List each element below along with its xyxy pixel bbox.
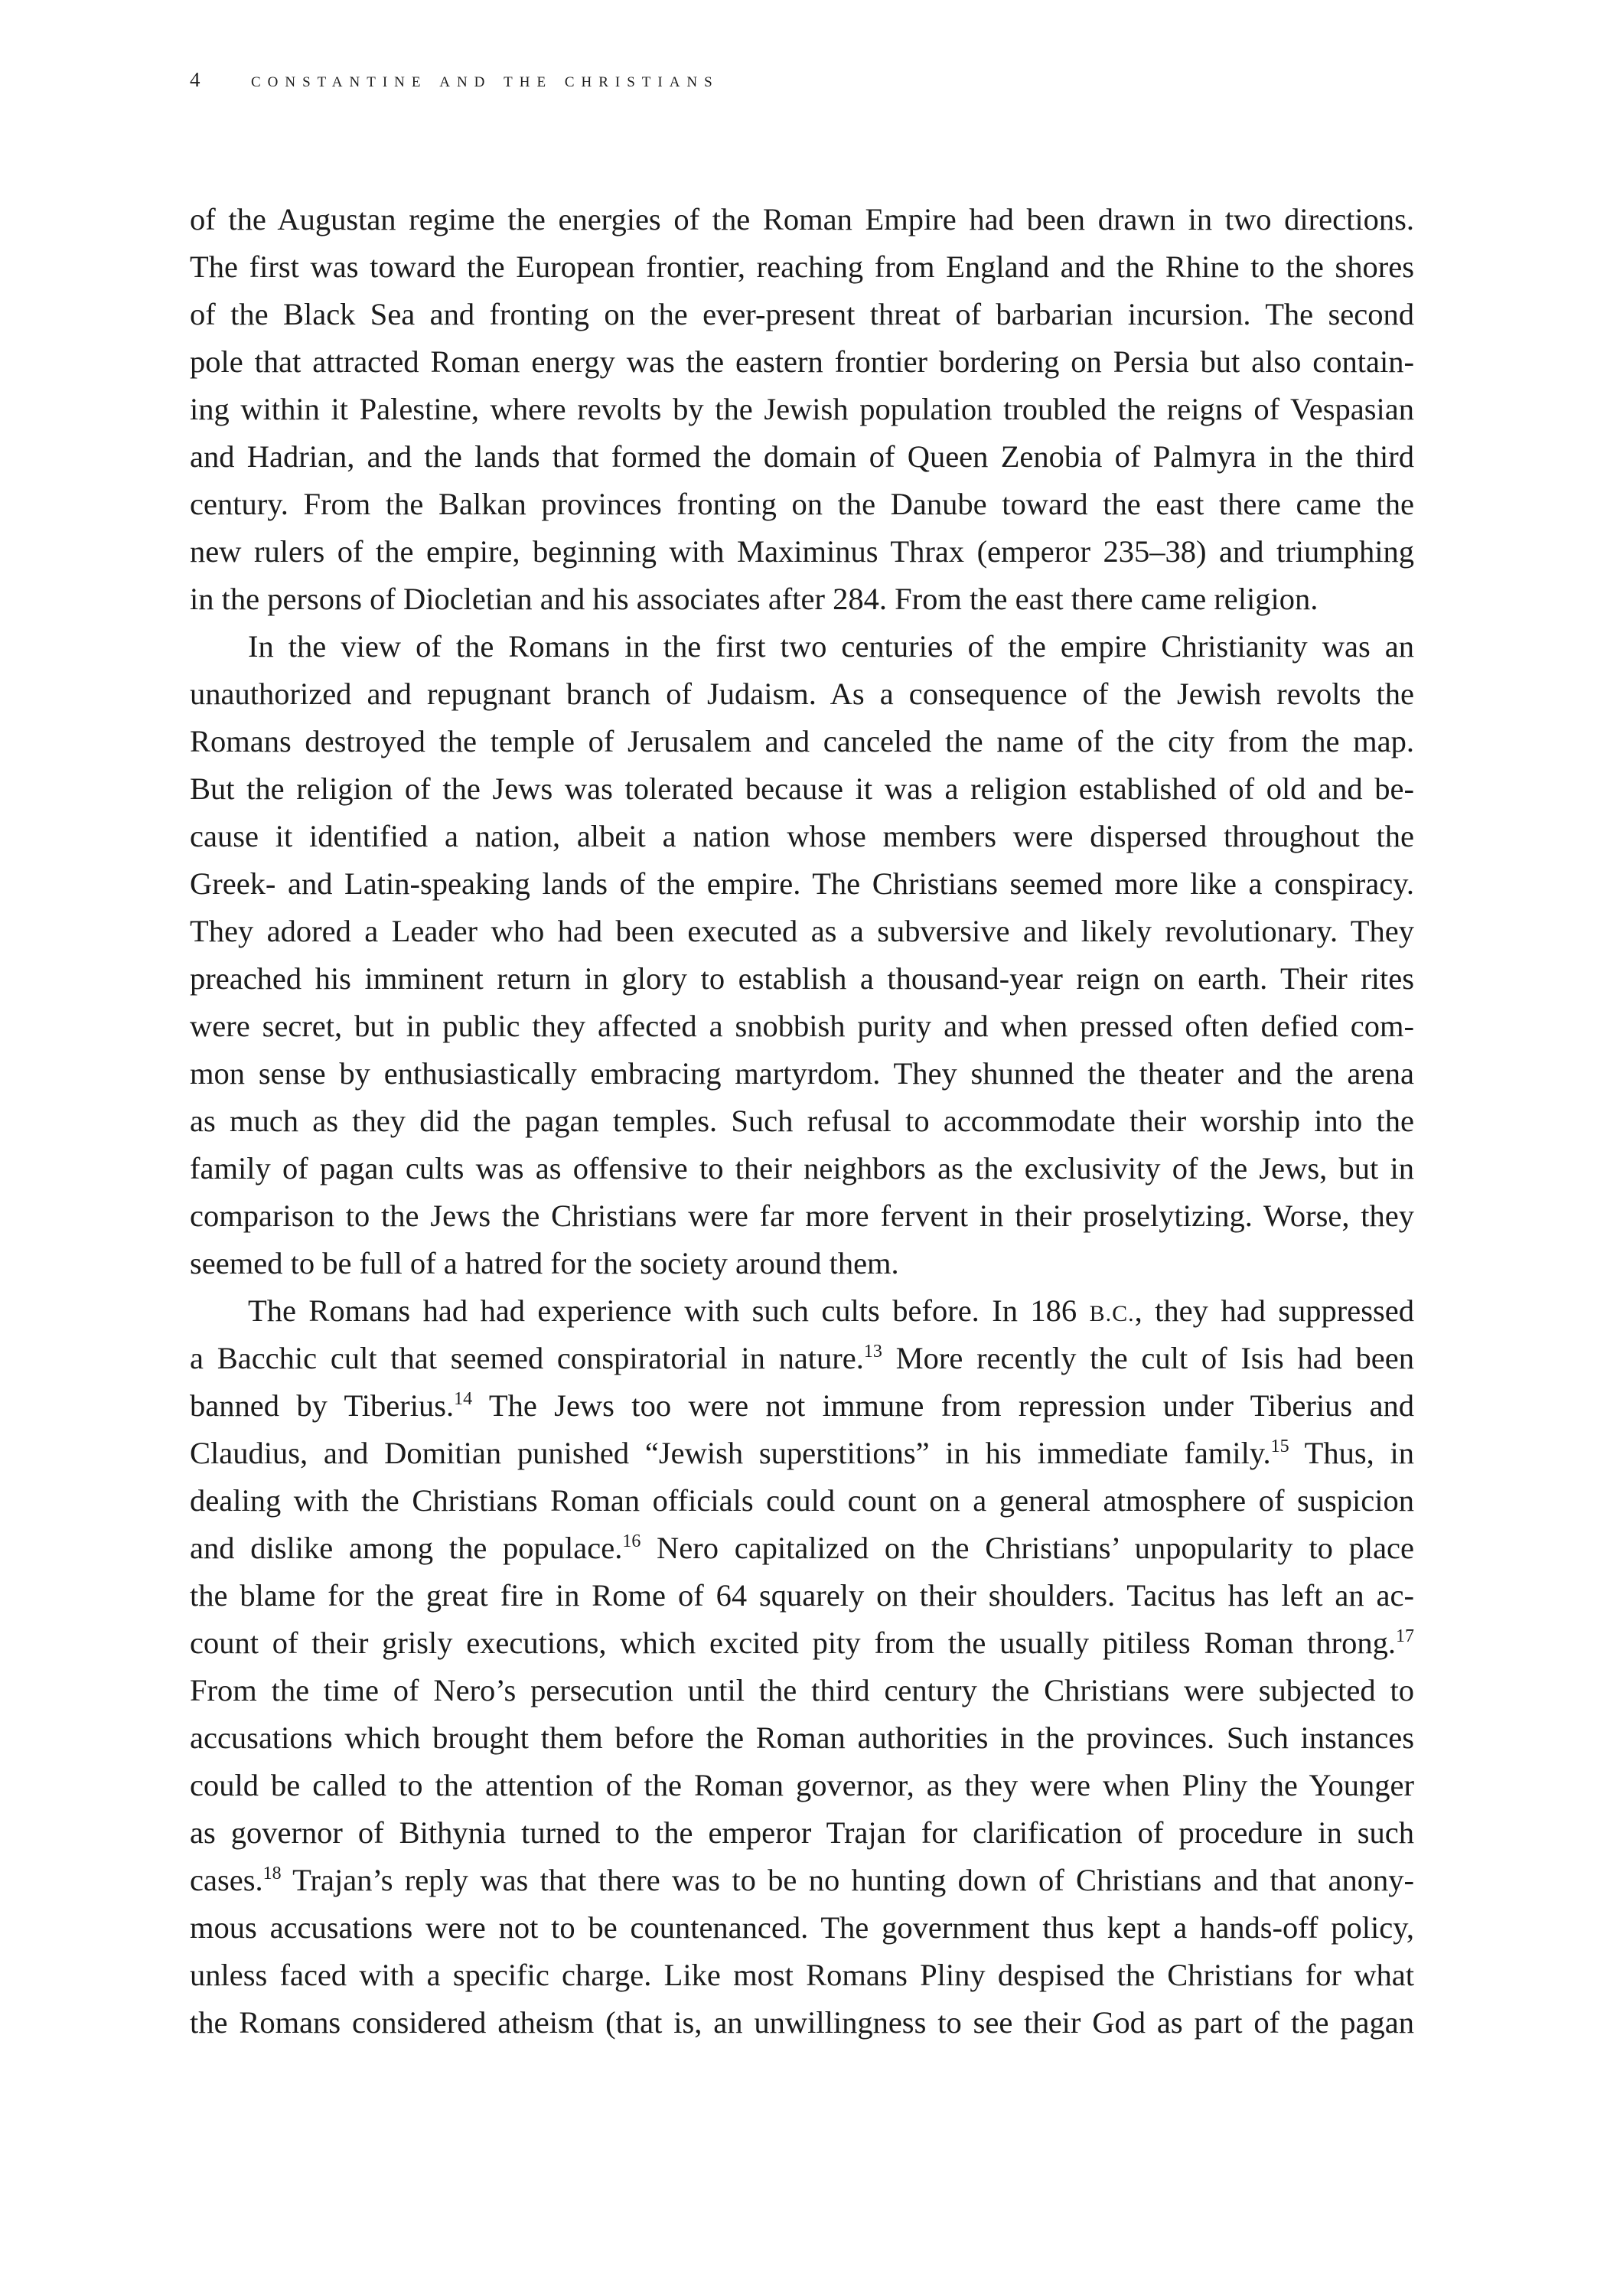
text-line: were secret, but in public they affected a snobbish purity and when pressed often defied com- xyxy=(190,1009,1414,1043)
text-line: as governor of Bithynia turned to the emperor Trajan for clarification of procedure in such xyxy=(190,1815,1414,1850)
text-line: From the time of Nero’s persecution until the third century the Christians were subjected to xyxy=(190,1673,1414,1707)
text-line: They adored a Leader who had been executed as a subversive and likely revolutionary. They xyxy=(190,914,1414,948)
text-span: , they had suppressed xyxy=(1134,1293,1414,1328)
text-line: could be called to the attention of the Roman governor, as they were when Pliny the Younger xyxy=(190,1768,1414,1802)
running-head xyxy=(190,64,719,95)
text-line: century. From the Balkan provinces fronting on the Danube toward the east there came the xyxy=(190,487,1414,521)
text-line: mous accusations were not to be countenanced. The government thus kept a hands-off policy, xyxy=(190,1910,1414,1945)
text-line: dealing with the Christians Roman officials could count on a general atmosphere of suspicion xyxy=(190,1483,1414,1518)
text-line: unless faced with a specific charge. Like most Romans Pliny despised the Christians for what xyxy=(190,1958,1414,1992)
text-span: banned by Tiberius. xyxy=(190,1388,455,1423)
text-line: ing within it Palestine, where revolts by the Jewish population troubled the reigns of Vespasian xyxy=(190,392,1414,426)
text-line: the blame for the great fire in Rome of 64 squarely on their shoulders. Tacitus has left an ac- xyxy=(190,1578,1414,1613)
text-line xyxy=(190,1430,1414,1477)
footnote-reference[interactable]: 16 xyxy=(622,1531,641,1551)
text-line: the Romans considered atheism (that is, an unwillingness to see their God as part of the pagan xyxy=(190,2005,1414,2040)
text-span: a Bacchic cult that seemed conspiratorial in nature. xyxy=(190,1341,864,1375)
footnote-reference[interactable]: 17 xyxy=(1396,1626,1414,1646)
text-span: More recently the cult of Isis had been xyxy=(882,1341,1414,1375)
paragraph xyxy=(190,623,1414,1287)
text-line: Romans destroyed the temple of Jerusalem and canceled the name of the city from the map. xyxy=(190,724,1414,758)
text-line: in the persons of Diocletian and his associates after 284. From the east there came religion. xyxy=(190,582,1319,616)
text-line: But the religion of the Jews was tolerated because it was a religion established of old and be- xyxy=(190,771,1414,806)
text-line xyxy=(190,1335,1414,1382)
footnote-reference[interactable]: 14 xyxy=(454,1389,473,1409)
footnote-reference[interactable]: 13 xyxy=(863,1342,882,1362)
text-line xyxy=(190,1287,1414,1335)
text-line: mon sense by enthusiastically embracing martyrdom. They shunned the theater and the arena xyxy=(190,1056,1414,1091)
running-title: constantine and the christians xyxy=(251,67,719,91)
text-span: and dislike among the populace. xyxy=(190,1531,623,1565)
text-span: The Romans had had experience with such cults before. In 186 xyxy=(248,1293,1090,1328)
paragraph xyxy=(190,196,1414,623)
text-span: Claudius, and Domitian punished “Jewish superstitions” in his immediate family. xyxy=(190,1436,1271,1470)
text-span: Nero capitalized on the Christians’ unpopularity to place xyxy=(641,1531,1415,1565)
text-span: cases. xyxy=(190,1863,263,1897)
text-line: The first was toward the European frontier, reaching from England and the Rhine to the shores xyxy=(190,249,1414,284)
text-line xyxy=(190,1857,1414,1904)
text-line xyxy=(190,1619,1414,1667)
page-number: 4 xyxy=(190,67,200,91)
text-line: as much as they did the pagan temples. Such refusal to accommodate their worship into the xyxy=(190,1104,1414,1138)
text-line: preached his imminent return in glory to establish a thousand-year reign on earth. Their rites xyxy=(190,961,1414,996)
text-line: accusations which brought them before the Roman authorities in the provinces. Such instances xyxy=(190,1720,1414,1755)
text-line: and Hadrian, and the lands that formed the domain of Queen Zenobia of Palmyra in the third xyxy=(190,439,1414,474)
paragraph xyxy=(190,1287,1414,2047)
text-span: Trajan’s reply was that there was to be no hunting down of Christians and that anony- xyxy=(281,1863,1414,1897)
text-span: Thus, in xyxy=(1289,1436,1414,1470)
body-text xyxy=(190,196,1414,2047)
text-line: cause it identified a nation, albeit a nation whose members were dispersed throughout the xyxy=(190,819,1414,853)
text-line: comparison to the Jews the Christians were far more fervent in their proselytizing. Worse, they xyxy=(190,1199,1414,1233)
text-line: of the Black Sea and fronting on the ever-present threat of barbarian incursion. The second xyxy=(190,297,1414,331)
text-line: family of pagan cults was as offensive to their neighbors as the exclusivity of the Jews, but in xyxy=(190,1151,1414,1186)
text-line xyxy=(190,1382,1414,1430)
text-line: of the Augustan regime the energies of the Roman Empire had been drawn in two directions. xyxy=(190,202,1414,236)
text-line: seemed to be full of a hatred for the society around them. xyxy=(190,1246,899,1280)
text-line: unauthorized and repugnant branch of Judaism. As a consequence of the Jewish revolts the xyxy=(190,677,1414,711)
text-line xyxy=(190,1525,1414,1572)
text-line: Greek- and Latin-speaking lands of the empire. The Christians seemed more like a conspiracy. xyxy=(190,866,1414,901)
text-span: count of their grisly executions, which excited pity from the usually pitiless Roman throng. xyxy=(190,1626,1396,1660)
footnote-reference[interactable]: 15 xyxy=(1270,1437,1289,1456)
text-line: new rulers of the empire, beginning with Maximinus Thrax (emperor 235–38) and triumphing xyxy=(190,534,1414,569)
era-abbreviation: B.C. xyxy=(1089,1301,1135,1326)
text-line: pole that attracted Roman energy was the eastern frontier bordering on Persia but also contain- xyxy=(190,344,1414,379)
text-span: The Jews too were not immune from repression under Tiberius and xyxy=(472,1388,1415,1423)
text-line: In the view of the Romans in the first two centuries of the empire Christianity was an xyxy=(248,629,1414,664)
footnote-reference[interactable]: 18 xyxy=(262,1864,282,1883)
